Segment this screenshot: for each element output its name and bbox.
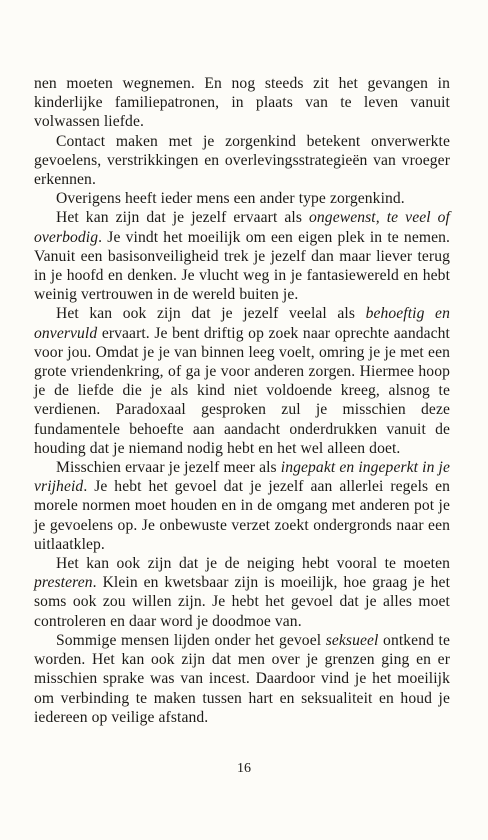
text-run: Het kan ook zijn dat je jezelf veelal als	[56, 305, 366, 323]
emphasis-text: seksueel	[325, 631, 379, 649]
paragraph	[34, 458, 450, 554]
text-run: Overigens heeft ieder mens een ander type zorgenkind.	[56, 190, 405, 208]
paragraph	[34, 74, 450, 132]
emphasis-text: ongewenst, te veel of overbodig	[34, 209, 450, 246]
text-run: ervaart. Je bent driftig op zoek naar oprechte aandacht voor jou. Omdat je je van binnen leeg voelt, omring je je met een grote vriendenkring, of ga je voor anderen zorgen. Hiermee hoop je de liefde die je als kind niet voldoende kreeg, alsnog te verdienen. Paradoxaal gesproken zul je misschien deze fundamentele behoefte aan aandacht onderdrukken vanuit de houding dat je niemand nodig hebt en het wel alleen doet.	[34, 324, 450, 457]
emphasis-text: presteren	[34, 574, 93, 592]
text-run: . Je hebt het gevoel dat je jezelf aan allerlei regels en morele normen moet houden en in de omgang met anderen pot je je gevoelens op. Je onbewuste verzet zoekt ondergronds naar een uitlaatklep.	[34, 478, 450, 553]
text-run: Het kan zijn dat je jezelf ervaart als	[56, 209, 309, 227]
emphasis-text: ingepakt en ingeperkt in je vrijheid	[34, 459, 451, 496]
text-run: nen moeten wegnemen. En nog steeds zit het gevangen in kinderlijke familiepatronen, in plaats van te leven vanuit volwassen liefde.	[34, 75, 450, 131]
text-run: Het kan ook zijn dat je de neiging hebt vooral te moeten	[56, 555, 450, 573]
text-run: Contact maken met je zorgenkind betekent onverwerkte gevoelens, verstrikkingen en overlevingsstrategieën van vroeger erkennen.	[34, 132, 450, 189]
paragraph	[34, 208, 450, 304]
text-run: Misschien ervaar je jezelf meer als	[56, 459, 281, 477]
text-run: Sommige mensen lijden onder het gevoel	[56, 631, 326, 649]
paragraph	[34, 304, 450, 458]
body-text	[34, 74, 450, 727]
text-run: ontkend te worden. Het kan ook zijn dat men over je grenzen ging en er misschien sprake was van incest. Daardoor vind je het moeilijk om verbinding te maken tussen hart en seksualiteit en houd je iedereen op veilige afstand.	[34, 631, 450, 726]
page-number: 16	[237, 761, 251, 776]
text-run: . Je vindt het moeilijk om een eigen plek in te nemen. Vanuit een basisonveiligheid trek je jezelf dan maar liever terug in je hoofd en denken. Je vlucht weg in je fantasiewereld en hebt weinig vertrouwen in de wereld buiten je.	[34, 228, 450, 304]
paragraph	[34, 132, 450, 190]
emphasis-text: behoeftig en onvervuld	[34, 305, 450, 342]
text-run: . Klein en kwetsbaar zijn is moeilijk, hoe graag je het soms ook zou willen zijn. Je hebt het gevoel dat je alles moet controleren en daar word je doodmoe van.	[34, 574, 450, 630]
paragraph	[34, 554, 450, 631]
paragraph	[34, 189, 450, 208]
paragraph	[34, 631, 450, 727]
